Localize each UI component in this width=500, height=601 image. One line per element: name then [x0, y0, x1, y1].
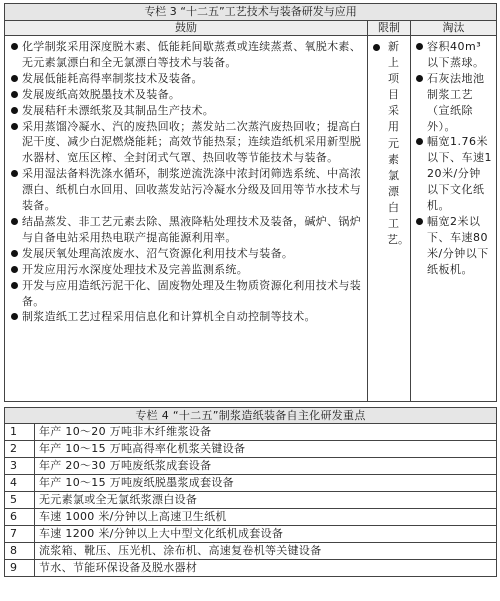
table-row: [5, 492, 497, 509]
row-text: 年产 20～30 万吨废纸浆成套设备: [35, 458, 497, 475]
row-number: 5: [5, 492, 35, 509]
row-number: 1: [5, 424, 35, 441]
eliminate-item: 幅宽2米以下、车速80米/分钟以下纸板机。: [415, 214, 492, 278]
row-text: 年产 10～15 万吨高得率化机浆关键设备: [35, 441, 497, 458]
table-row: [5, 543, 497, 560]
eliminate-list: [415, 39, 492, 278]
row-text: 年产 10～15 万吨废纸脱墨浆成套设备: [35, 475, 497, 492]
encourage-item: 制浆造纸工艺过程采用信息化和计算机全自动控制等技术。: [10, 309, 363, 325]
encourage-item: 结晶蒸发、非工艺元素去除、黑液降粘处理技术及装备，碱炉、锅炉与自备电站采用热电联产提高能源利用率。: [10, 214, 363, 246]
header-restrict: 限制: [368, 21, 411, 36]
encourage-cell: [5, 36, 368, 402]
restrict-cell: [368, 36, 411, 402]
encourage-list: [10, 39, 363, 325]
row-number: 9: [5, 560, 35, 577]
row-text: 节水、节能环保设备及脱水器材: [35, 560, 497, 577]
row-text: 年产 10～20 万吨非木纤维浆设备: [35, 424, 497, 441]
encourage-item: 发展低能耗高得率制浆技术及装备。: [10, 71, 363, 87]
encourage-item: 采用蒸馏冷凝水、汽的废热回收；蒸发站二次蒸汽废热回收；提高白泥干度、减少白泥燃烧能耗；高效节能热泵；连续造纸机采用新型脱水器材、宽压区榨、全封闭式气罩、热回收等节能技术与装备。: [10, 119, 363, 167]
table-row: [5, 560, 497, 577]
table-row: [5, 441, 497, 458]
column4-title: 专栏 4 “十二五”制浆造纸装备自主化研发重点: [5, 408, 497, 424]
row-text: 车速 1000 米/分钟以上高速卫生纸机: [35, 509, 497, 526]
row-text: 流浆箱、靴压、压光机、涂布机、高速复卷机等关键设备: [35, 543, 497, 560]
eliminate-cell: [411, 36, 497, 402]
row-number: 6: [5, 509, 35, 526]
column3-table: [4, 3, 497, 402]
column3-title: 专栏 3 “十二五”工艺技术与装备研发与应用: [5, 4, 497, 21]
row-number: 4: [5, 475, 35, 492]
table-row: [5, 458, 497, 475]
row-text: 无元素氯或全无氯纸浆漂白设备: [35, 492, 497, 509]
header-eliminate: 淘汰: [411, 21, 497, 36]
encourage-item: 发展废纸高效脱墨技术及装备。: [10, 87, 363, 103]
encourage-item: 发展厌氧处理高浓废水、沼气资源化利用技术与装备。: [10, 246, 363, 262]
row-number: 8: [5, 543, 35, 560]
row-number: 2: [5, 441, 35, 458]
header-encourage: 鼓励: [5, 21, 368, 36]
row-text: 车速 1200 米/分钟以上大中型文化纸机成套设备: [35, 526, 497, 543]
table-row: [5, 424, 497, 441]
encourage-item: 开发应用污水深度处理技术及完善监测系统。: [10, 262, 363, 278]
encourage-item: 开发与应用造纸污泥干化、固废物处理及生物质资源化利用技术与装备。: [10, 278, 363, 310]
eliminate-item: 幅宽1.76米以下、车速120米/分钟以下文化纸机。: [415, 134, 492, 214]
row-number: 7: [5, 526, 35, 543]
column4-table: [4, 407, 497, 577]
encourage-item: 采用湿法备料洗涤水循环，制浆逆流洗涤中浓封闭筛选系统、中高浓漂白、纸机白水回用、回收蒸发站污冷凝水分级及回用等节水技术与装备。: [10, 166, 363, 214]
bullet-icon: [373, 44, 380, 51]
restrict-text: 新上项目采用元素氯漂白工艺。: [387, 40, 409, 247]
table-row: [5, 526, 497, 543]
row-number: 3: [5, 458, 35, 475]
table-row: [5, 509, 497, 526]
eliminate-item: 石灰法地池制浆工艺（宣纸除外）。: [415, 71, 492, 135]
table-row: [5, 475, 497, 492]
encourage-item: 化学制浆采用深度脱木素、低能耗间歇蒸煮或连续蒸煮、氧脱木素、无元素氯漂白和全无氯漂白等技术与装备。: [10, 39, 363, 71]
encourage-item: 发展秸秆未漂纸浆及其制品生产技术。: [10, 103, 363, 119]
eliminate-item: 容积40m³以下蒸球。: [415, 39, 492, 71]
